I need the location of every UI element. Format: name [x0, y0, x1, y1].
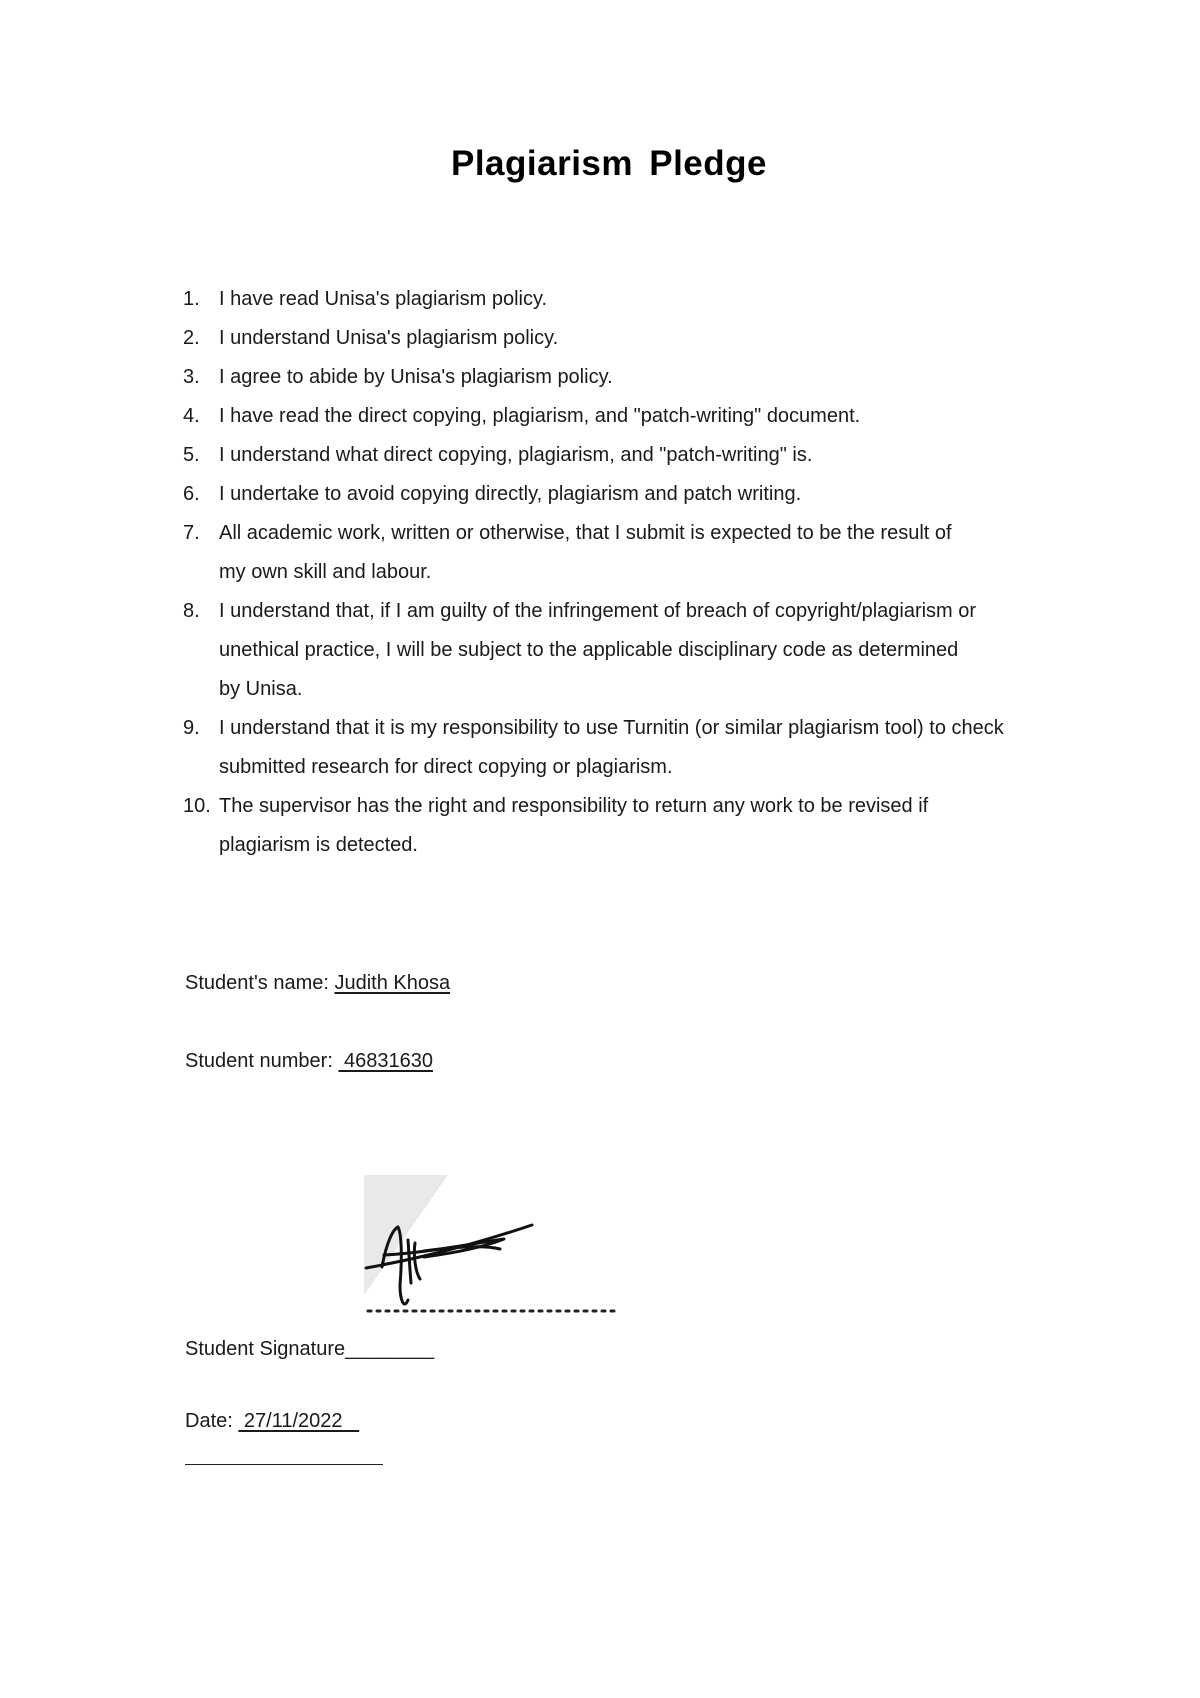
signature-strokes — [366, 1225, 532, 1304]
date-label: Date: — [185, 1410, 239, 1432]
pledge-text: I understand what direct copying, plagiarism, and "patch-writing" is. — [219, 444, 813, 466]
pledge-text: I have read Unisa's plagiarism policy. — [219, 288, 548, 310]
pledge-number: 2. — [183, 327, 200, 349]
student-name-value: Judith Khosa — [334, 972, 451, 994]
pledge-item — [183, 319, 1063, 358]
pledge-number: 4. — [183, 405, 200, 427]
pledge-text: I understand that it is my responsibility to use Turnitin (or similar plagiarism tool) to check submitted research for direct copying or plagiarism. — [219, 717, 1004, 778]
pledge-text: I understand that, if I am guilty of the infringement of breach of copyright/plagiarism or unethical practice, I will be subject to the applicable disciplinary code as determined by Unisa. — [219, 600, 977, 700]
signature-scan-shade — [364, 1175, 448, 1295]
pledge-item — [183, 475, 1063, 514]
pledge-item — [183, 436, 1063, 475]
pledge-number: 5. — [183, 444, 200, 466]
pledge-number: 1. — [183, 288, 200, 310]
pledge-number: 9. — [183, 717, 200, 739]
student-name-label: Student's name: — [185, 972, 335, 994]
pledge-item — [183, 280, 1063, 319]
date-value: 27/11/2022 — [238, 1410, 360, 1432]
pledge-number: 6. — [183, 483, 200, 505]
pledge-item — [183, 358, 1063, 397]
pledge-number: 10. — [183, 795, 211, 817]
pledge-text: The supervisor has the right and responsibility to return any work to be revised if plagiarism is detected. — [219, 795, 929, 856]
student-name-field — [185, 972, 450, 995]
pledge-text: All academic work, written or otherwise, that I submit is expected to be the result of my own skill and labour. — [219, 522, 952, 583]
student-number-label: Student number: — [185, 1050, 339, 1072]
student-signature-field: Student Signature________ — [185, 1338, 435, 1360]
pledge-text: I have read the direct copying, plagiarism, and "patch-writing" document. — [219, 405, 861, 427]
pledge-item — [183, 514, 1063, 592]
pledge-item — [183, 709, 1063, 787]
student-number-field — [185, 1050, 433, 1073]
pledge-text: I undertake to avoid copying directly, plagiarism and patch writing. — [219, 483, 802, 505]
handwritten-signature — [364, 1175, 616, 1315]
document-title: Plagiarism Pledge — [450, 144, 768, 183]
pledge-text: I agree to abide by Unisa's plagiarism policy. — [219, 366, 613, 388]
date-underline-rule — [185, 1464, 383, 1465]
pledge-number: 8. — [183, 600, 200, 622]
pledge-list — [183, 280, 1063, 865]
date-field — [185, 1410, 359, 1433]
pledge-number: 7. — [183, 522, 200, 544]
student-number-value: 46831630 — [338, 1050, 433, 1072]
pledge-item — [183, 787, 1063, 865]
pledge-number: 3. — [183, 366, 200, 388]
pledge-text: I understand Unisa's plagiarism policy. — [219, 327, 559, 349]
pledge-item — [183, 397, 1063, 436]
pledge-item — [183, 592, 1063, 709]
